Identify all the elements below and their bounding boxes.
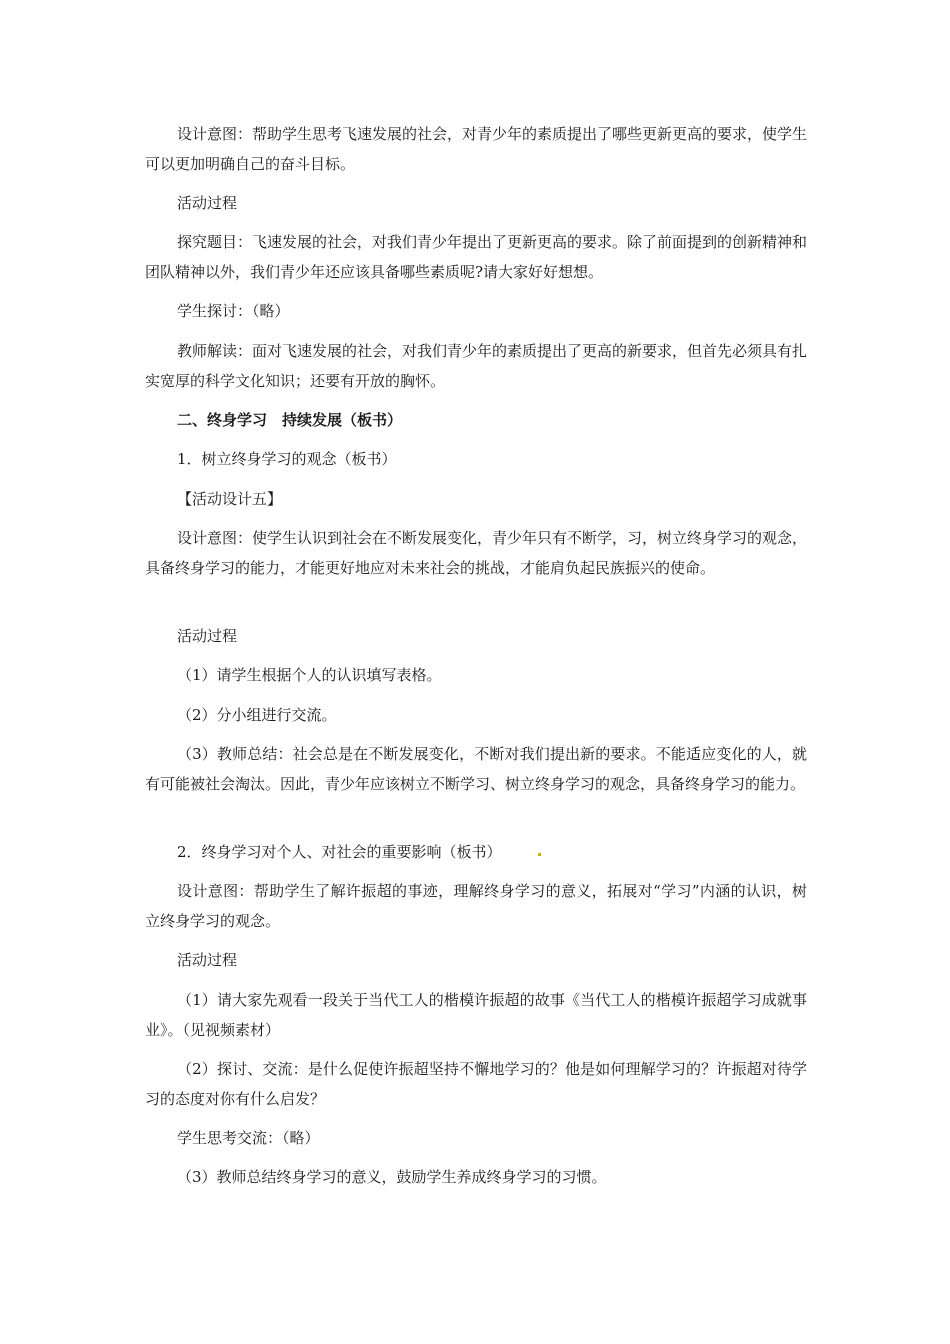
section-two-heading: 二、终身学习 持续发展（板书） (177, 411, 403, 429)
video-step-paragraph: （1）请大家先观看一段关于当代工人的楷模许振超的故事《当代工人的楷模许振超学习成就事业》。（见视频素材） (145, 991, 807, 1039)
activity-process-heading-2: 活动过程 (177, 627, 238, 645)
design-intent-paragraph-2: 设计意图：使学生认识到社会在不断发展变化，青少年只有不断学，习，树立终身学习的观念，具备终身学习的能力，才能更好地应对未来社会的挑战，才能肩负起民族振兴的使命。 (145, 529, 808, 577)
teacher-summary-paragraph: （3）教师总结：社会总是在不断发展变化，不断对我们提出新的要求。不能适应变化的人，就有可能被社会淘汰。因此，青少年应该树立不断学习、树立终身学习的观念，具备终身学习的能力。 (145, 745, 807, 793)
activity-process-heading-3: 活动过程 (177, 951, 238, 969)
step-two-paragraph: （2）分小组进行交流。 (177, 706, 337, 724)
discussion-step-paragraph: （2）探讨、交流：是什么促使许振超坚持不懈地学习的？他是如何理解学习的？许振超对待学习的态度对你有什么启发？ (145, 1060, 807, 1108)
stray-mark (538, 853, 541, 856)
inquiry-topic-paragraph: 探究题目：飞速发展的社会，对我们青少年提出了更新更高的要求。除了前面提到的创新精神和团队精神以外，我们青少年还应该具备哪些素质呢?请大家好好想想。 (145, 233, 808, 281)
student-discussion-paragraph: 学生探讨：（略） (177, 302, 290, 320)
subsection-two-heading: 2．终身学习对个人、对社会的重要影响（板书） (177, 843, 502, 861)
teacher-conclusion-paragraph: （3）教师总结终身学习的意义，鼓励学生养成终身学习的习惯。 (177, 1168, 607, 1186)
step-one-paragraph: （1）请学生根据个人的认识填写表格。 (177, 666, 442, 684)
student-thinking-paragraph: 学生思考交流：（略） (177, 1129, 320, 1147)
subsection-one-heading: 1．树立终身学习的观念（板书） (177, 450, 397, 468)
activity-design-five-heading: 【活动设计五】 (177, 490, 283, 508)
design-intent-paragraph-1: 设计意图：帮助学生思考飞速发展的社会，对青少年的素质提出了哪些更新更高的要求，使学生可以更加明确自己的奋斗目标。 (145, 125, 808, 173)
teacher-interpretation-paragraph: 教师解读：面对飞速发展的社会，对我们青少年的素质提出了更高的新要求，但首先必须具有扎实宽厚的科学文化知识；还要有开放的胸怀。 (145, 342, 808, 390)
design-intent-paragraph-3: 设计意图：帮助学生了解许振超的事迹，理解终身学习的意义，拓展对“学习”内涵的认识，树立终身学习的观念。 (145, 882, 807, 930)
activity-process-heading-1: 活动过程 (177, 194, 238, 212)
